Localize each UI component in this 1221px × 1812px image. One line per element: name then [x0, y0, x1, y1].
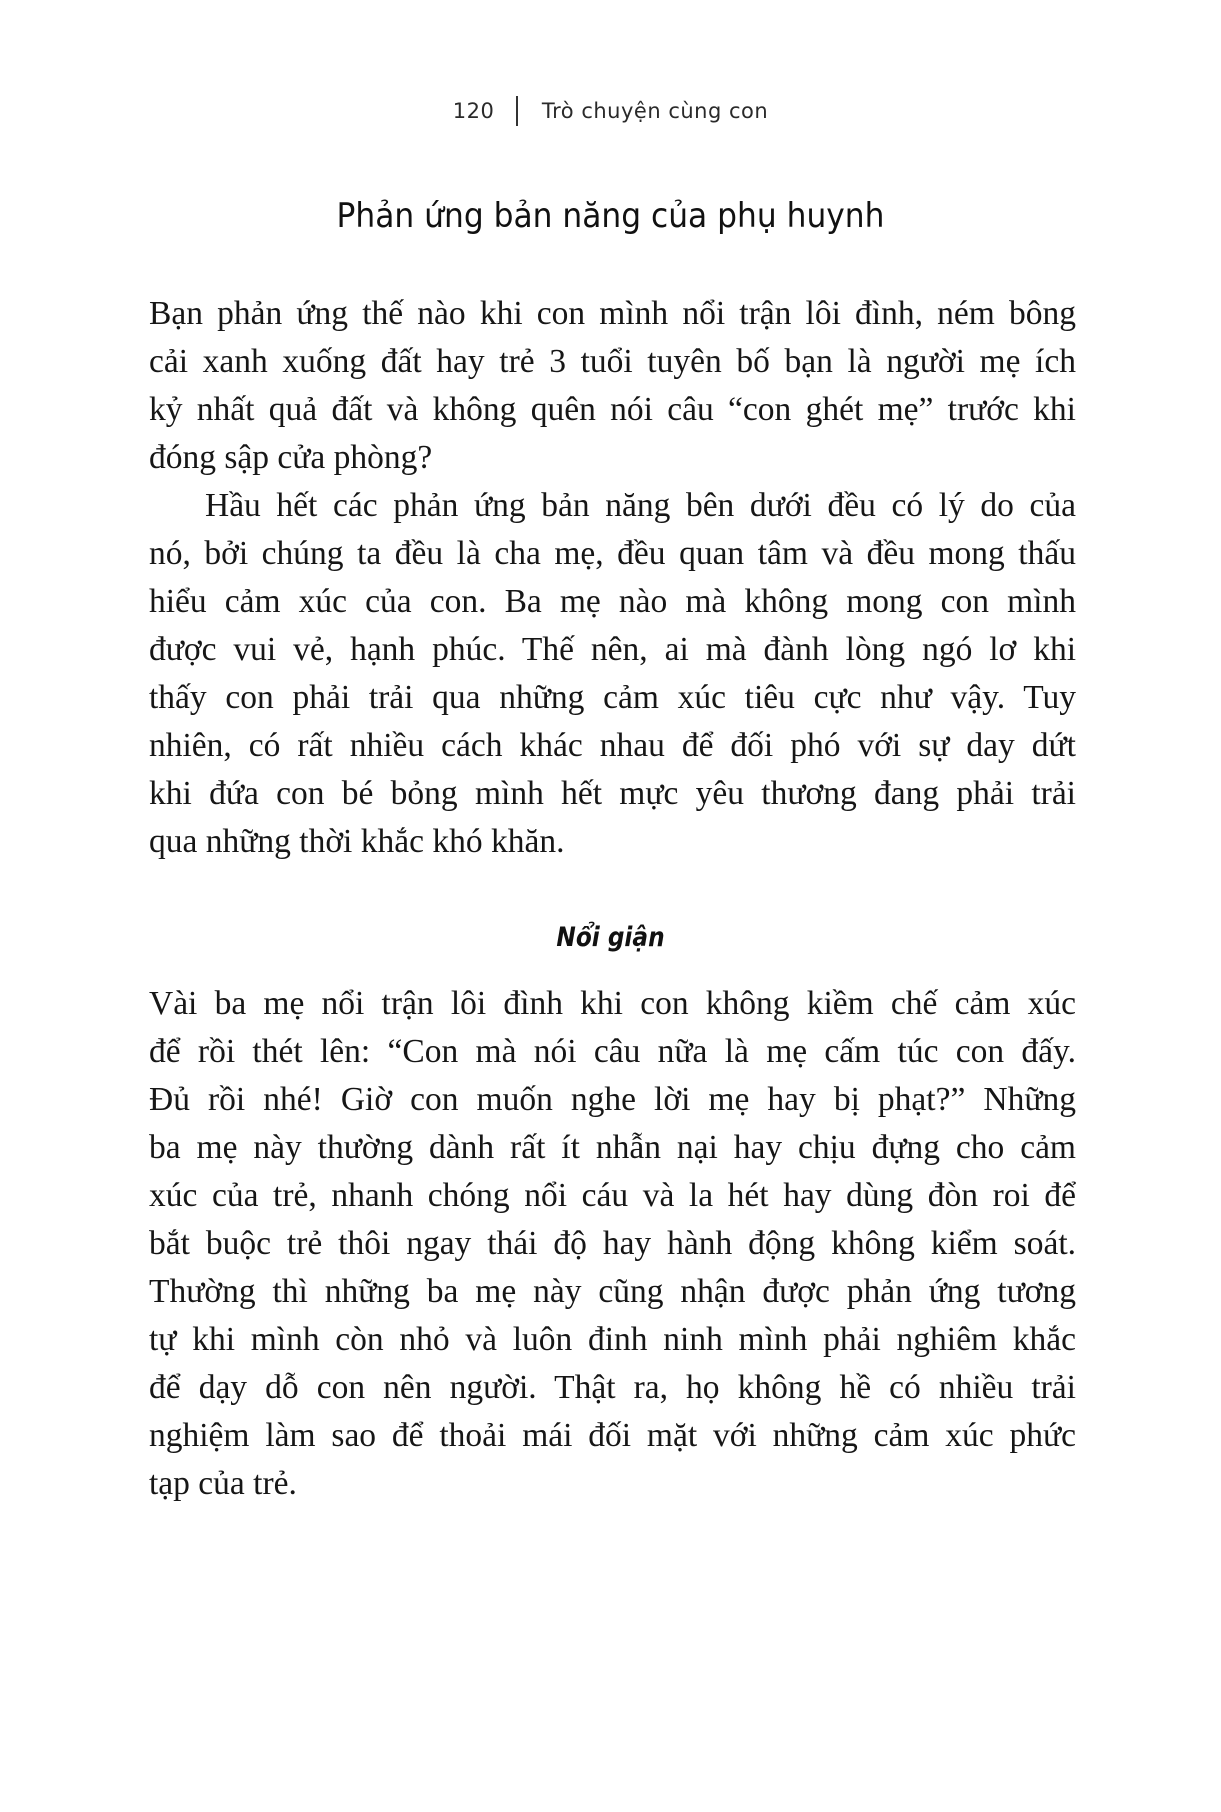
header-divider — [516, 96, 518, 126]
section-title: Phản ứng bản năng của phụ huynh — [336, 196, 885, 236]
text-line: để rồi thét lên: “Con mà nói câu nữa là mẹ cấm túc con đấy. — [149, 1033, 1076, 1070]
text-line: Hầu hết các phản ứng bản năng bên dưới đều có lý do của — [205, 487, 1076, 524]
paragraph-2 — [149, 482, 1076, 866]
text-line: nhiên, có rất nhiều cách khác nhau để đối phó với sự day dứt — [149, 727, 1076, 764]
text-line: thấy con phải trải qua những cảm xúc tiêu cực như vậy. Tuy — [149, 679, 1076, 716]
text-line: Vài ba mẹ nổi trận lôi đình khi con không kiềm chế cảm xúc — [149, 985, 1076, 1022]
text-line: xúc của trẻ, nhanh chóng nổi cáu và la hét hay dùng đòn roi để — [149, 1177, 1076, 1214]
text-line: được vui vẻ, hạnh phúc. Thế nên, ai mà đành lòng ngó lơ khi — [149, 631, 1076, 668]
book-title: Trò chuyện cùng con — [541, 99, 769, 123]
text-line: Bạn phản ứng thế nào khi con mình nổi trận lôi đình, ném bông — [149, 295, 1076, 332]
text-line: ba mẹ này thường dành rất ít nhẫn nại hay chịu đựng cho cảm — [149, 1129, 1076, 1166]
text-line: khi đứa con bé bỏng mình hết mực yêu thương đang phải trải — [149, 775, 1076, 812]
text-line: kỷ nhất quả đất và không quên nói câu “con ghét mẹ” trước khi — [149, 391, 1076, 428]
text-line: cải xanh xuống đất hay trẻ 3 tuổi tuyên bố bạn là người mẹ ích — [149, 343, 1076, 380]
paragraph-1 — [149, 290, 1076, 482]
page-number: 120 — [452, 99, 495, 123]
text-line: qua những thời khắc khó khăn. — [149, 823, 565, 860]
text-line: hiểu cảm xúc của con. Ba mẹ nào mà không mong con mình — [149, 583, 1076, 620]
text-line: nghiệm làm sao để thoải mái đối mặt với những cảm xúc phức — [149, 1417, 1076, 1454]
text-line: Đủ rồi nhé! Giờ con muốn nghe lời mẹ hay bị phạt?” Những — [149, 1081, 1076, 1118]
text-line: để dạy dỗ con nên người. Thật ra, họ không hề có nhiều trải — [149, 1369, 1076, 1406]
text-line: nó, bởi chúng ta đều là cha mẹ, đều quan tâm và đều mong thấu — [149, 535, 1076, 572]
paragraph-3 — [149, 980, 1076, 1508]
text-line: đóng sập cửa phòng? — [149, 439, 433, 476]
running-head — [0, 96, 1221, 126]
text-line: tạp của trẻ. — [149, 1465, 297, 1502]
subsection-title: Nổi giận — [556, 922, 665, 953]
text-line: Thường thì những ba mẹ này cũng nhận được phản ứng tương — [149, 1273, 1076, 1310]
text-line: tự khi mình còn nhỏ và luôn đinh ninh mình phải nghiêm khắc — [149, 1321, 1076, 1358]
text-line: bắt buộc trẻ thôi ngay thái độ hay hành động không kiểm soát. — [149, 1225, 1076, 1262]
